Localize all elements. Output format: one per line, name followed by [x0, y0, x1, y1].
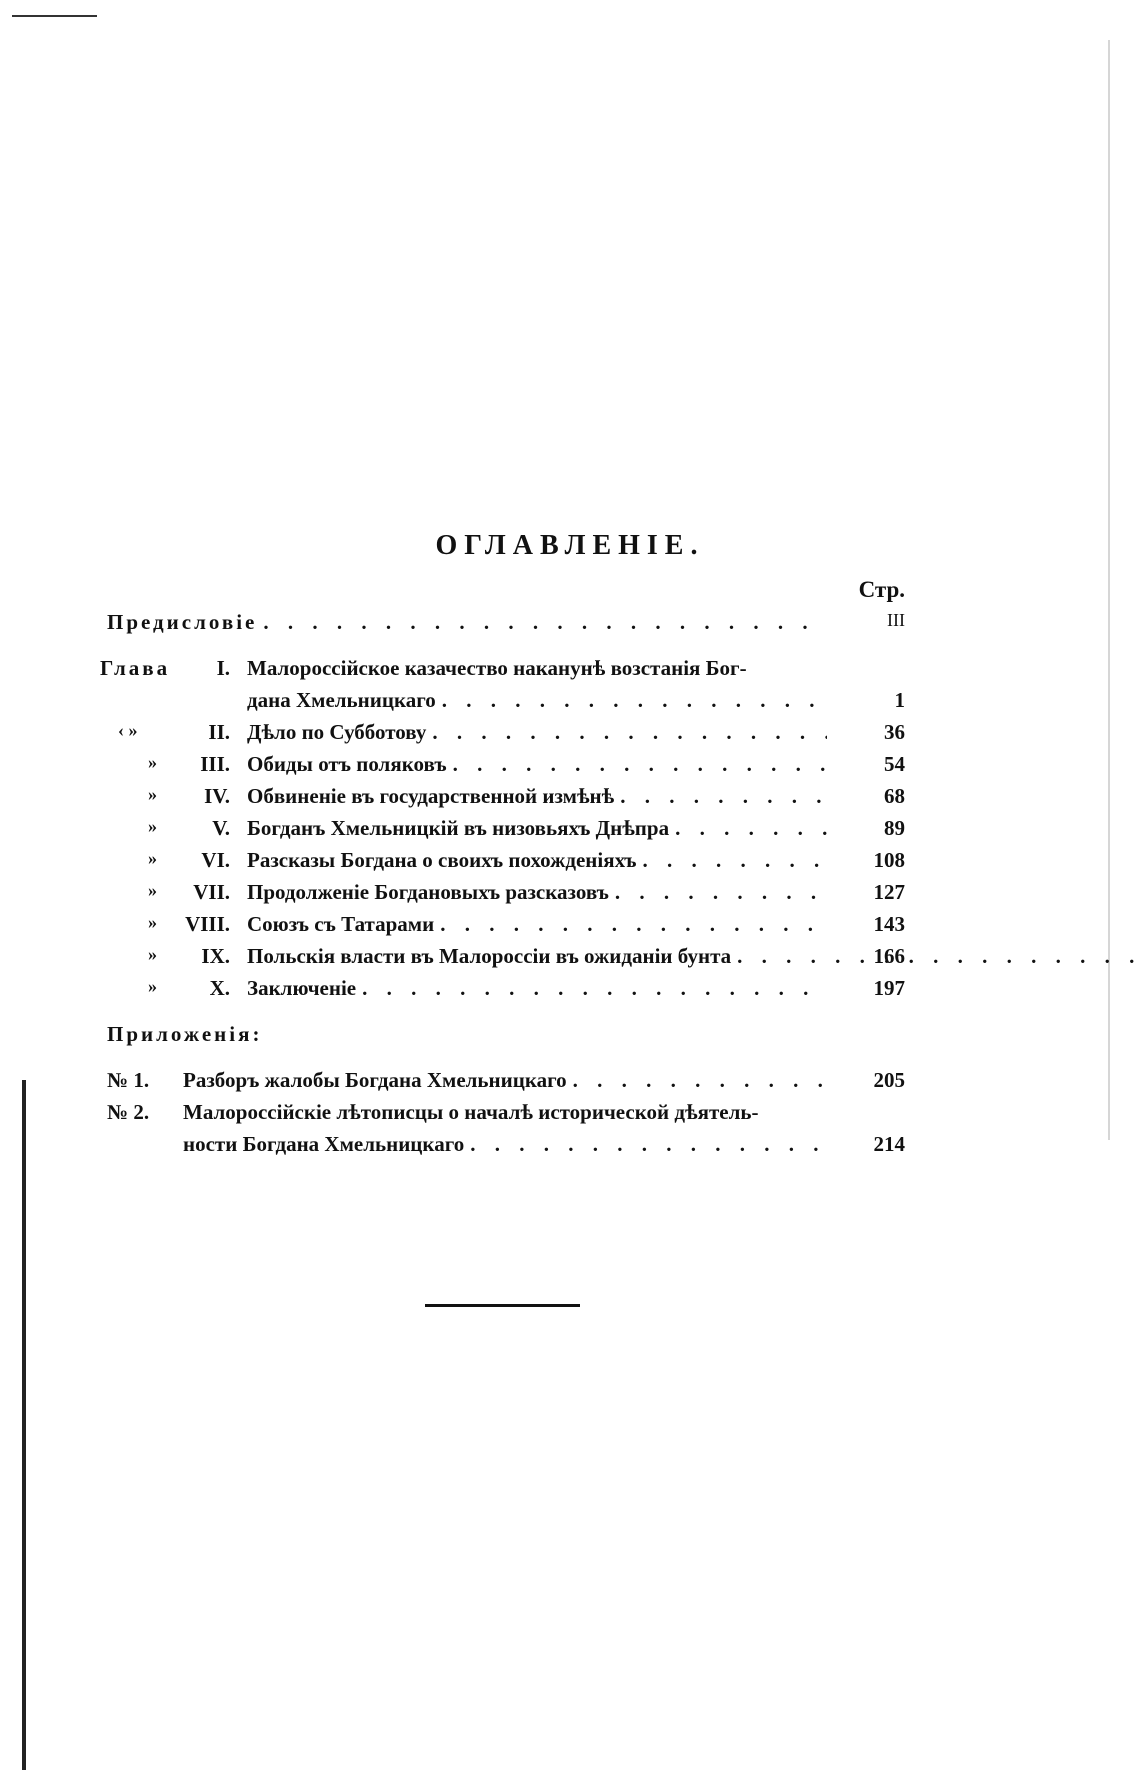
appendices-heading: Приложенія:: [107, 1022, 263, 1046]
toc-page-number: 205: [873, 1068, 905, 1092]
ditto-mark: ‹ »: [118, 720, 138, 740]
toc-entry-text: дана Хмельницкаго: [247, 688, 436, 712]
toc-entry-text: Малороссійское казачество наканунѣ возстанія Бог-: [247, 656, 747, 680]
toc-entry-text: ности Богдана Хмельницкаго: [183, 1132, 465, 1156]
leader-dots: [643, 848, 827, 873]
toc-page-number: 108: [873, 848, 905, 872]
chapter-number: III.: [200, 752, 230, 776]
leader-dots: [620, 784, 827, 809]
end-rule: [425, 1304, 580, 1307]
leader-dots: [263, 610, 827, 635]
toc-page-number: 54: [884, 752, 905, 776]
leader-dots: [737, 944, 1140, 969]
chapter-number: VIII.: [185, 912, 230, 936]
ditto-mark: »: [148, 912, 157, 932]
scan-corner-mark: [12, 15, 97, 17]
ditto-mark: »: [148, 752, 157, 772]
leader-dots: [362, 976, 827, 1001]
page-column-header: Стр.: [858, 577, 905, 602]
chapter-number: I.: [216, 656, 230, 680]
toc-entry-text: Заключеніе: [247, 976, 357, 1000]
ditto-mark: »: [148, 976, 157, 996]
toc-page-number: 214: [873, 1132, 905, 1156]
toc-entry-text: Продолженіе Богдановыхъ разсказовъ: [247, 880, 609, 904]
ditto-mark: »: [148, 944, 157, 964]
chapter-number: VII.: [193, 880, 230, 904]
toc-page-number: 1: [894, 688, 905, 712]
leader-dots: [573, 1068, 827, 1093]
leader-dots: [615, 880, 827, 905]
leader-dots: [675, 816, 827, 841]
toc-page-number: 143: [873, 912, 905, 936]
toc-page-number: 197: [873, 976, 905, 1000]
toc-entry-text: Разсказы Богдана о своихъ похожденіяхъ: [247, 848, 637, 872]
chapter-label: Глава: [100, 656, 171, 680]
toc-page-number: 127: [873, 880, 905, 904]
ditto-mark: »: [148, 784, 157, 804]
chapter-number: V.: [212, 816, 230, 840]
toc-page-number: 166: [873, 944, 905, 968]
leader-dots: [442, 688, 827, 713]
leader-dots: [453, 752, 827, 777]
chapter-number: II.: [208, 720, 230, 744]
page-title: ОГЛАВЛЕНІЕ.: [435, 530, 705, 561]
scan-margin-line: [22, 1080, 26, 1770]
ditto-mark: »: [148, 880, 157, 900]
toc-entry-text: Предисловіе: [107, 610, 258, 634]
toc-entry-text: Польскія власти въ Малороссіи въ ожиданіи бунта: [247, 944, 732, 968]
toc-page-number: III: [887, 610, 905, 630]
toc-page-number: 68: [884, 784, 905, 808]
scan-right-edge: [1108, 40, 1110, 1140]
appendix-number: № 1.: [107, 1068, 150, 1092]
toc-entry-text: Обиды отъ поляковъ: [247, 752, 447, 776]
chapter-number: IX.: [201, 944, 230, 968]
toc-page-number: 36: [884, 720, 905, 744]
appendix-number: № 2.: [107, 1100, 150, 1124]
chapter-number: IV.: [204, 784, 230, 808]
chapter-number: VI.: [201, 848, 230, 872]
leader-dots: [432, 720, 827, 745]
toc-entry-text: Богданъ Хмельницкій въ низовьяхъ Днѣпра: [247, 816, 670, 840]
toc-entry-text: Малороссійскіе лѣтописцы о началѣ исторической дѣятель-: [183, 1100, 759, 1124]
toc-entry-text: Союзъ съ Татарами: [247, 912, 435, 936]
toc-entry-text: Разборъ жалобы Богдана Хмельницкаго: [183, 1068, 567, 1092]
toc-entry-text: Дѣло по Субботову: [247, 720, 427, 744]
ditto-mark: »: [148, 816, 157, 836]
leader-dots: [440, 912, 827, 937]
chapter-number: X.: [209, 976, 230, 1000]
toc-page-number: 89: [884, 816, 905, 840]
leader-dots: [470, 1132, 827, 1157]
toc-entry-text: Обвиненіе въ государственной измѣнѣ: [247, 784, 615, 808]
ditto-mark: »: [148, 848, 157, 868]
